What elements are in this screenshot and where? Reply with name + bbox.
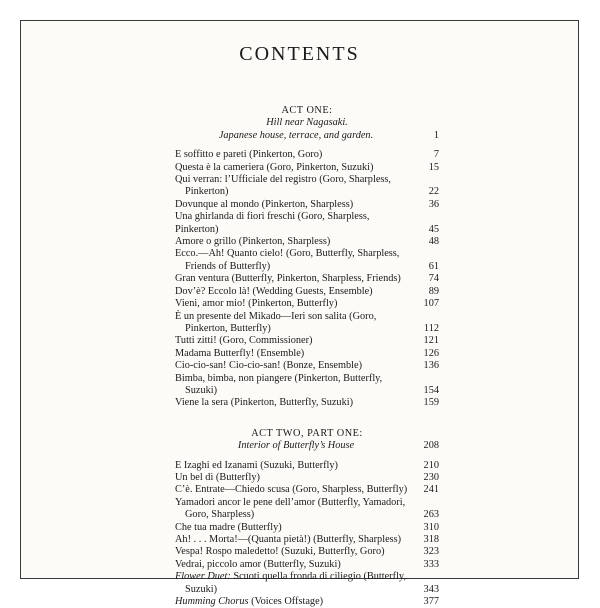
act-two-entries — [175, 460, 439, 608]
toc-entry-title — [175, 162, 409, 174]
toc-entry[interactable] — [175, 484, 439, 496]
toc-entry[interactable] — [175, 559, 439, 571]
toc-entry-page: 159 — [423, 397, 439, 409]
toc-entry[interactable] — [175, 149, 439, 161]
toc-entry-page: 61 — [428, 260, 439, 272]
toc-entry[interactable] — [175, 571, 439, 596]
act-one-scene[interactable] — [175, 130, 439, 142]
toc-entry-title — [175, 559, 409, 571]
toc-entry[interactable] — [175, 199, 439, 211]
toc-entry-page: 74 — [428, 273, 439, 285]
toc-entry-title — [175, 199, 409, 211]
toc-entry-label: Ecco.—Ah! Quanto cielo! (Goro, Butterfly, Sharpless, — [175, 248, 400, 260]
toc-entry-label-continued: Pinkerton) — [185, 186, 229, 198]
toc-entry-page: 121 — [423, 335, 439, 347]
toc-entry[interactable] — [175, 596, 439, 608]
toc-entry-label-continued: Suzuki) — [185, 583, 218, 595]
page-title: CONTENTS — [239, 43, 360, 65]
page-frame — [20, 20, 579, 608]
toc-entry-title — [175, 273, 409, 285]
toc-entry-title — [175, 484, 409, 496]
toc-entry[interactable] — [175, 546, 439, 558]
toc-entry-label: Vieni, amor mio! (Pinkerton, Butterfly) — [175, 298, 338, 310]
toc-entry-label-continued: Pinkerton, Butterfly) — [185, 322, 271, 334]
toc-entry-label: Ah! . . . Morta!—(Quanta pietà!) (Butterfly, Sharpless) — [175, 534, 402, 545]
toc-entry-label: E Izaghi ed Izanami (Suzuki, Butterfly) — [175, 459, 338, 471]
act-one-scene-page: 1 — [433, 129, 439, 141]
toc-entry-title — [175, 397, 409, 409]
toc-entry[interactable] — [175, 522, 439, 534]
toc-entry-page: 377 — [423, 596, 439, 608]
toc-entry-label: Scuoti quella fronda di ciliegio (Butterfly, — [230, 571, 406, 583]
toc-entry-label: Vespa! Rospo maledetto! (Suzuki, Butterfly, Goro) — [175, 546, 385, 558]
act-one-header — [175, 105, 439, 130]
toc-entry-page: 241 — [423, 484, 439, 496]
toc-entry-page: 126 — [423, 347, 439, 359]
table-of-contents — [175, 105, 439, 608]
act-two-heading: ACT TWO, PART ONE: — [251, 427, 363, 439]
toc-entry[interactable] — [175, 397, 439, 409]
toc-entry-title — [175, 211, 409, 236]
toc-entry[interactable] — [175, 298, 439, 310]
toc-entry-label: Qui verran: l’Ufficiale del registro (Goro, Sharpless, — [175, 174, 391, 186]
toc-entry[interactable] — [175, 162, 439, 174]
toc-entry-page: 48 — [428, 236, 439, 248]
act-one-entries — [175, 149, 439, 410]
toc-entry-page: 343 — [423, 583, 439, 595]
toc-entry-title — [175, 460, 409, 472]
act-one-heading: ACT ONE: — [281, 105, 333, 116]
toc-entry-title — [175, 534, 409, 546]
toc-entry-title — [175, 174, 409, 199]
toc-entry[interactable] — [175, 348, 439, 360]
toc-entry-label: Dov’è? Eccolo là! (Wedding Guests, Ensemble) — [175, 285, 373, 297]
act-two-scene-label: Interior of Butterfly’s House — [237, 440, 355, 452]
toc-entry-page: 15 — [428, 161, 439, 173]
toc-entry-label-continued: Goro, Sharpless) — [185, 509, 255, 521]
toc-entry[interactable] — [175, 360, 439, 372]
toc-entry-label: Gran ventura (Butterfly, Pinkerton, Sharpless, Friends) — [175, 273, 401, 285]
toc-entry[interactable] — [175, 211, 439, 236]
toc-entry-label: Bimba, bimba, non piangere (Pinkerton, Butterfly, — [175, 372, 383, 384]
toc-entry-title — [175, 248, 409, 273]
toc-entry-title — [175, 335, 409, 347]
act-one-scene-label: Japanese house, terrace, and garden. — [218, 129, 374, 141]
toc-entry-italic-title: Flower Duet: — [175, 571, 231, 583]
toc-entry-page: 310 — [423, 521, 439, 533]
toc-entry-page: 107 — [423, 298, 439, 310]
act-two-scene[interactable] — [175, 440, 439, 452]
toc-entry-title — [175, 596, 409, 608]
toc-entry[interactable] — [175, 534, 439, 546]
toc-entry-page: 22 — [428, 186, 439, 198]
toc-entry-page: 136 — [423, 360, 439, 372]
toc-entry-page: 7 — [433, 149, 439, 161]
toc-entry-label: Un bel dì (Butterfly) — [175, 471, 260, 483]
toc-entry-page: 112 — [423, 322, 439, 334]
toc-entry[interactable] — [175, 273, 439, 285]
toc-entry[interactable] — [175, 497, 439, 522]
toc-entry-title — [175, 236, 409, 248]
toc-entry-page: 154 — [423, 384, 439, 396]
toc-entry-page: 263 — [423, 509, 439, 521]
toc-entry-label: Cio-cio-san! Cio-cio-san! (Bonze, Ensemble) — [175, 360, 363, 372]
toc-entry-page: 230 — [423, 471, 439, 483]
toc-entry[interactable] — [175, 236, 439, 248]
act-one-setting: Hill near Nagasaki. — [266, 117, 348, 129]
toc-entry-title — [175, 348, 409, 360]
toc-entry[interactable] — [175, 286, 439, 298]
toc-entry-label: Una ghirlanda di fiori freschi (Goro, Sharpless, Pinkerton) — [175, 211, 370, 235]
toc-entry-label: Tutti zitti! (Goro, Commissioner) — [175, 335, 313, 347]
toc-entry-title — [175, 546, 409, 558]
toc-entry-title — [175, 360, 409, 372]
act-two-scene-page: 208 — [423, 440, 439, 452]
toc-entry[interactable] — [175, 373, 439, 398]
toc-entry[interactable] — [175, 472, 439, 484]
toc-entry[interactable] — [175, 174, 439, 199]
toc-entry-label: Questa è la cameriera (Goro, Pinkerton, Suzuki) — [175, 161, 374, 173]
toc-entry-label: È un presente del Mikado—Ieri son salita (Goro, — [175, 310, 377, 322]
toc-entry-page: 89 — [428, 285, 439, 297]
toc-entry-title — [175, 472, 409, 484]
toc-entry-label-continued: Friends of Butterfly) — [185, 260, 271, 272]
toc-entry[interactable] — [175, 248, 439, 273]
toc-entry-page: 36 — [428, 198, 439, 210]
toc-entry[interactable] — [175, 335, 439, 347]
toc-entry-label: Yamadori ancor le pene dell’amor (Butterfly, Yamadori, — [175, 496, 406, 508]
toc-entry-label: C’è. Entrate—Chiedo scusa (Goro, Sharpless, Butterfly) — [175, 484, 408, 496]
toc-entry-page: 45 — [428, 223, 439, 235]
toc-entry-label: Madama Butterfly! (Ensemble) — [175, 347, 305, 359]
toc-entry-page: 318 — [423, 534, 439, 545]
toc-entry-italic-title: Humming Chorus — [175, 596, 249, 608]
toc-entry-title — [175, 298, 409, 310]
toc-entry-title — [175, 373, 409, 398]
toc-entry-title — [175, 497, 409, 522]
toc-entry-label-continued: Suzuki) — [185, 384, 218, 396]
toc-entry-page: 323 — [423, 546, 439, 558]
toc-entry-title — [175, 149, 409, 161]
toc-entry[interactable] — [175, 311, 439, 336]
toc-entry-page: 333 — [423, 558, 439, 570]
toc-entry-title — [175, 286, 409, 298]
toc-entry-label: Dovunque al mondo (Pinkerton, Sharpless) — [175, 198, 354, 210]
toc-entry-label: E soffitto e pareti (Pinkerton, Goro) — [175, 149, 323, 161]
toc-entry[interactable] — [175, 460, 439, 472]
toc-entry-page: 210 — [423, 459, 439, 471]
toc-entry-title — [175, 311, 409, 336]
act-two-header — [175, 428, 439, 440]
toc-entry-title — [175, 522, 409, 534]
toc-entry-label: (Voices Offstage) — [248, 596, 324, 608]
toc-entry-label: Amore o grillo (Pinkerton, Sharpless) — [175, 236, 331, 248]
toc-entry-label: Che tua madre (Butterfly) — [175, 521, 282, 533]
toc-entry-label: Viene la sera (Pinkerton, Butterfly, Suzuki) — [175, 397, 354, 409]
toc-entry-label: Vedrai, piccolo amor (Butterfly, Suzuki) — [175, 558, 341, 570]
toc-entry-title — [175, 571, 409, 596]
